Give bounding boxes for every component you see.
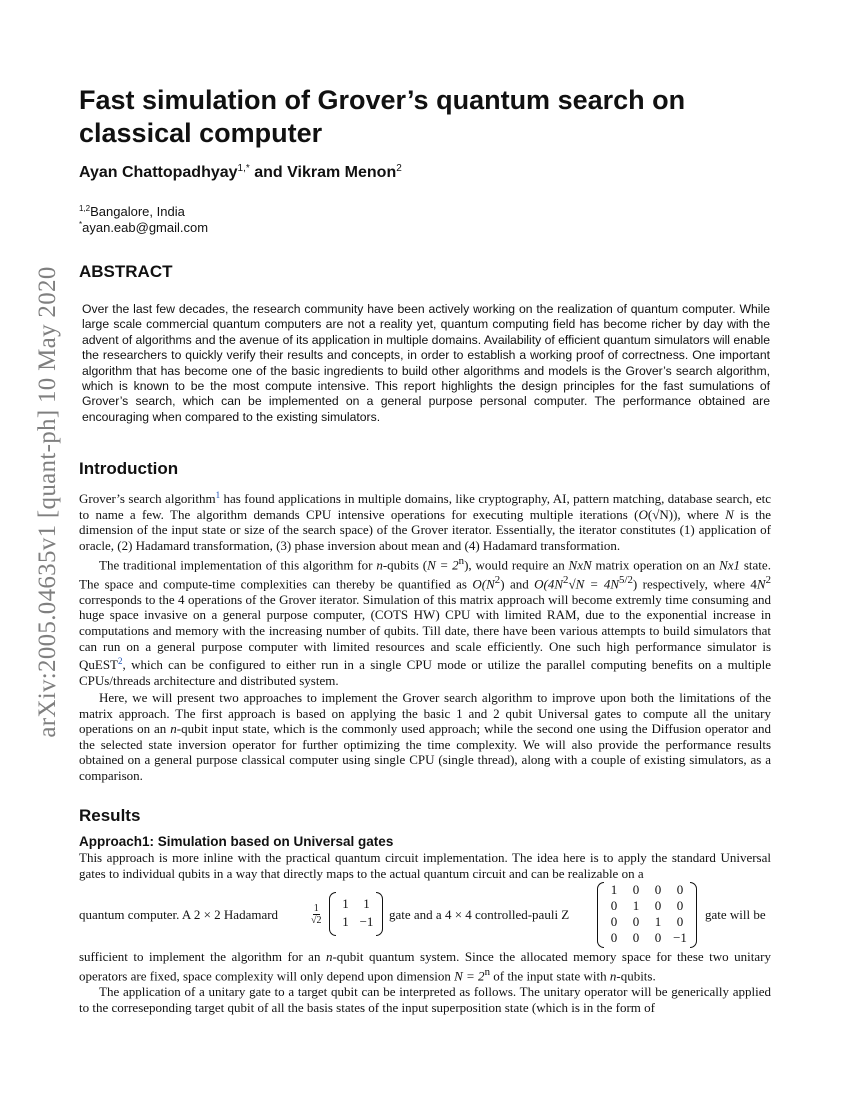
matrix-entry: −1 bbox=[673, 930, 687, 945]
matrix-entry: 0 bbox=[676, 914, 684, 929]
math-paren: ) bbox=[500, 576, 505, 592]
matrix-entry: 1 bbox=[342, 914, 349, 929]
author-affiliation-marker: 1,* bbox=[237, 163, 250, 174]
hadamard-matrix bbox=[329, 892, 383, 936]
matrix-grid bbox=[603, 882, 691, 946]
matrix-right-bracket bbox=[376, 892, 383, 936]
text-run: corresponds to the 4 operations of the Grover iterator. Simulation of this matrix approach will become extremly time consuming and huge space invasive on a general purpose computer, (COTS HW) CPU with limited RAM, due to the exponential increase in computations and memory with the increasing number of qubits. Till date, there have been various attempts to build simulators that can run on a general purpose computer with limited resources and scale efficiently. One such high performance simulator is QuEST bbox=[79, 591, 771, 673]
math-expression: N = 2 bbox=[454, 967, 485, 983]
text-run: , which can be configured to either run in a single CPU mode or utilize the parallel computing benefits on a multiple CPUs/threads architecture and distributed system. bbox=[79, 657, 771, 688]
citation-link[interactable]: 2 bbox=[118, 656, 123, 667]
math-exponent: 2 bbox=[494, 573, 501, 586]
text-run: of the input state with bbox=[489, 967, 610, 983]
email-marker: * bbox=[79, 220, 83, 229]
math-expression: NxN bbox=[568, 557, 592, 573]
math-symbol: N bbox=[756, 576, 766, 592]
matrix-entry: 0 bbox=[654, 898, 662, 913]
math-symbol: n bbox=[170, 721, 177, 737]
equation-suffix: gate will be bbox=[705, 907, 766, 922]
text-run: and bbox=[504, 576, 535, 592]
matrix-entry: 1 bbox=[632, 898, 640, 913]
author-affiliation-marker: 2 bbox=[396, 163, 402, 174]
results-paragraph-1: This approach is more inline with the practical quantum circuit implementation. The idea here is to apply the standard Universal gates to individual qubits in a way that directly maps to the actual quantum circuit and can be realizable on a bbox=[79, 850, 771, 881]
matrix-entry: 0 bbox=[610, 930, 618, 945]
math-symbol: n bbox=[376, 557, 383, 573]
matrix-entry: 0 bbox=[610, 914, 618, 929]
author-list bbox=[79, 163, 402, 182]
matrix-entry: 0 bbox=[654, 882, 662, 897]
introduction-paragraph-1 bbox=[79, 488, 771, 553]
math-expression: √N = 4N bbox=[568, 576, 620, 592]
math-symbol: O bbox=[638, 506, 648, 522]
text-run: -qubit quantum system. Since the allocated memory space for these two unitary operators are fixed, space complexity will only depend upon dimension bbox=[79, 949, 771, 983]
matrix-entry: 1 bbox=[654, 914, 662, 929]
math-expression: N = 2 bbox=[427, 557, 459, 573]
math-exponent: n bbox=[484, 965, 490, 978]
paper-title: Fast simulation of Grover’s quantum search on classical computer bbox=[79, 85, 686, 148]
matrix-entry: 0 bbox=[676, 898, 684, 913]
affiliation-text: Bangalore, India bbox=[90, 204, 185, 219]
math-expression: Nx1 bbox=[719, 557, 741, 573]
author-conjunction: and bbox=[254, 164, 283, 181]
gate-equation-line bbox=[79, 884, 771, 946]
text-run: -qubit input state, which is the commonly used approach; while the second one using the Diffusion operator and the selected state inversion operator for further optimizing the time complexity. We will also provide the performance results obtained on a general purpose classical computer using single CPU (single thread), along with a couple of existing simulators, as a comparison. bbox=[79, 721, 772, 783]
results-paragraph-2 bbox=[79, 949, 771, 984]
author-name: Ayan Chattopadhyay bbox=[79, 164, 238, 181]
text-run: has found applications in multiple domains, like cryptography, AI, pattern matching, database search, etc to name a few. The algorithm demands CPU intensive operations for executing multiple iterations ( bbox=[79, 491, 771, 522]
matrix-entry: 1 bbox=[363, 896, 370, 911]
matrix-grid bbox=[335, 896, 377, 930]
text-run: is the dimension of the input state or size of the search space) of the Grover iterator. Essentially, the iterator constitutes (1) application of oracle, (2) Hadamard transformation, (3) phase inversion about mean and (4) Hadamard transformation. bbox=[79, 506, 771, 553]
hadamard-normalization-fraction bbox=[311, 903, 322, 926]
fraction-numerator: 1 bbox=[313, 903, 319, 914]
citation-link[interactable]: 1 bbox=[215, 490, 221, 500]
text-run: ), where bbox=[673, 506, 726, 522]
math-paren: ) bbox=[632, 576, 638, 592]
abstract-heading: ABSTRACT bbox=[79, 262, 173, 281]
math-symbol: n bbox=[609, 967, 617, 983]
text-run: ), would require an bbox=[464, 557, 569, 573]
matrix-entry: 0 bbox=[676, 882, 684, 897]
math-expression: O(4N bbox=[534, 576, 564, 592]
email-text: ayan.eab@gmail.com bbox=[82, 220, 209, 235]
affiliation-marker: 1,2 bbox=[79, 204, 91, 213]
math-symbol: n bbox=[325, 949, 333, 964]
text-run: -qubits ( bbox=[382, 557, 428, 573]
controlled-z-matrix bbox=[597, 882, 697, 948]
affiliation bbox=[79, 204, 185, 219]
text-run: Grover’s search algorithm bbox=[79, 491, 216, 506]
math-exponent: 2 bbox=[765, 573, 772, 586]
abstract-text: Over the last few decades, the research community have been actively working on the realization of quantum computer. While large scale commercial quantum computers are not a reality yet, quantum computing field has become richer by day with the advent of algorithms and the avenue of its application in multiple domains. Availability of efficient quantum simulators will enable the researchers to quickly verify their results and concepts, in order to establish a working proof of correctness. One important algorithm that has become one of the basic ingredients to build other algorithms and models is the Grover’s search algorithm, which is known to be the most compute intensive. This report highlights the design principles for the fast sumulations of Grover’s search, which can be implemented on a general purpose personal computer. The performance obtained are encouraging when compared to the existing simulators. bbox=[82, 302, 770, 424]
results-heading: Results bbox=[79, 806, 141, 825]
text-run: state. The space and compute-time complexities can thereby be quantified as bbox=[79, 557, 771, 592]
arxiv-identifier-stamp: arXiv:2005.04635v1 [quant-ph] 10 May 2020 bbox=[34, 266, 61, 738]
text-run: The traditional implementation of this algorithm for bbox=[99, 557, 377, 573]
math-exponent: 5/2 bbox=[619, 573, 633, 586]
text-run: -qubits. bbox=[616, 967, 656, 983]
approach1-subheading: Approach1: Simulation based on Universal gates bbox=[79, 834, 394, 849]
introduction-paragraph-2 bbox=[79, 554, 771, 688]
math-exponent: n bbox=[458, 555, 465, 567]
matrix-right-bracket bbox=[690, 882, 697, 948]
matrix-entry: 0 bbox=[610, 898, 618, 913]
math-exponent: 2 bbox=[563, 573, 569, 586]
equation-prefix: quantum computer. A 2 × 2 Hadamard bbox=[79, 907, 279, 922]
equation-middle: gate and a 4 × 4 controlled-pauli Z bbox=[389, 907, 570, 922]
math-symbol: N bbox=[725, 506, 734, 522]
matrix-entry: 0 bbox=[632, 914, 640, 929]
text-run: matrix operation on an bbox=[591, 557, 720, 573]
matrix-entry: 0 bbox=[654, 930, 662, 945]
math-paren: ) bbox=[668, 506, 674, 522]
matrix-entry: −1 bbox=[359, 914, 374, 929]
results-paragraph-3: The application of a unitary gate to a target qubit can be interpreted as follows. The unitary operator will be generically applied to the correseponding target qubit of all the basis states of the input superposition state (which is in the form of bbox=[79, 984, 771, 1015]
fraction-denominator: √2 bbox=[311, 915, 322, 926]
text-run: Here, we will present two approaches to implement the Grover search algorithm to improve upon both the limitations of the matrix approach. The first approach is based on applying the basic 1 and 2 qubit Universal gates to compute all the unitary operations on an bbox=[79, 690, 771, 737]
math-paren: ( bbox=[647, 506, 653, 522]
corresponding-email bbox=[79, 220, 208, 235]
author-name: Vikram Menon bbox=[287, 164, 397, 181]
text-run: respectively, where 4 bbox=[637, 576, 757, 592]
matrix-entry: 1 bbox=[610, 882, 618, 897]
matrix-entry: 0 bbox=[632, 930, 640, 945]
introduction-heading: Introduction bbox=[79, 459, 179, 478]
text-run: sufficient to implement the algorithm for an bbox=[79, 949, 326, 964]
matrix-entry: 0 bbox=[632, 882, 640, 897]
matrix-entry: 1 bbox=[342, 896, 349, 911]
math-sqrt: √N bbox=[652, 506, 669, 522]
math-expression: O(N bbox=[472, 576, 495, 592]
introduction-paragraph-3 bbox=[79, 690, 771, 784]
